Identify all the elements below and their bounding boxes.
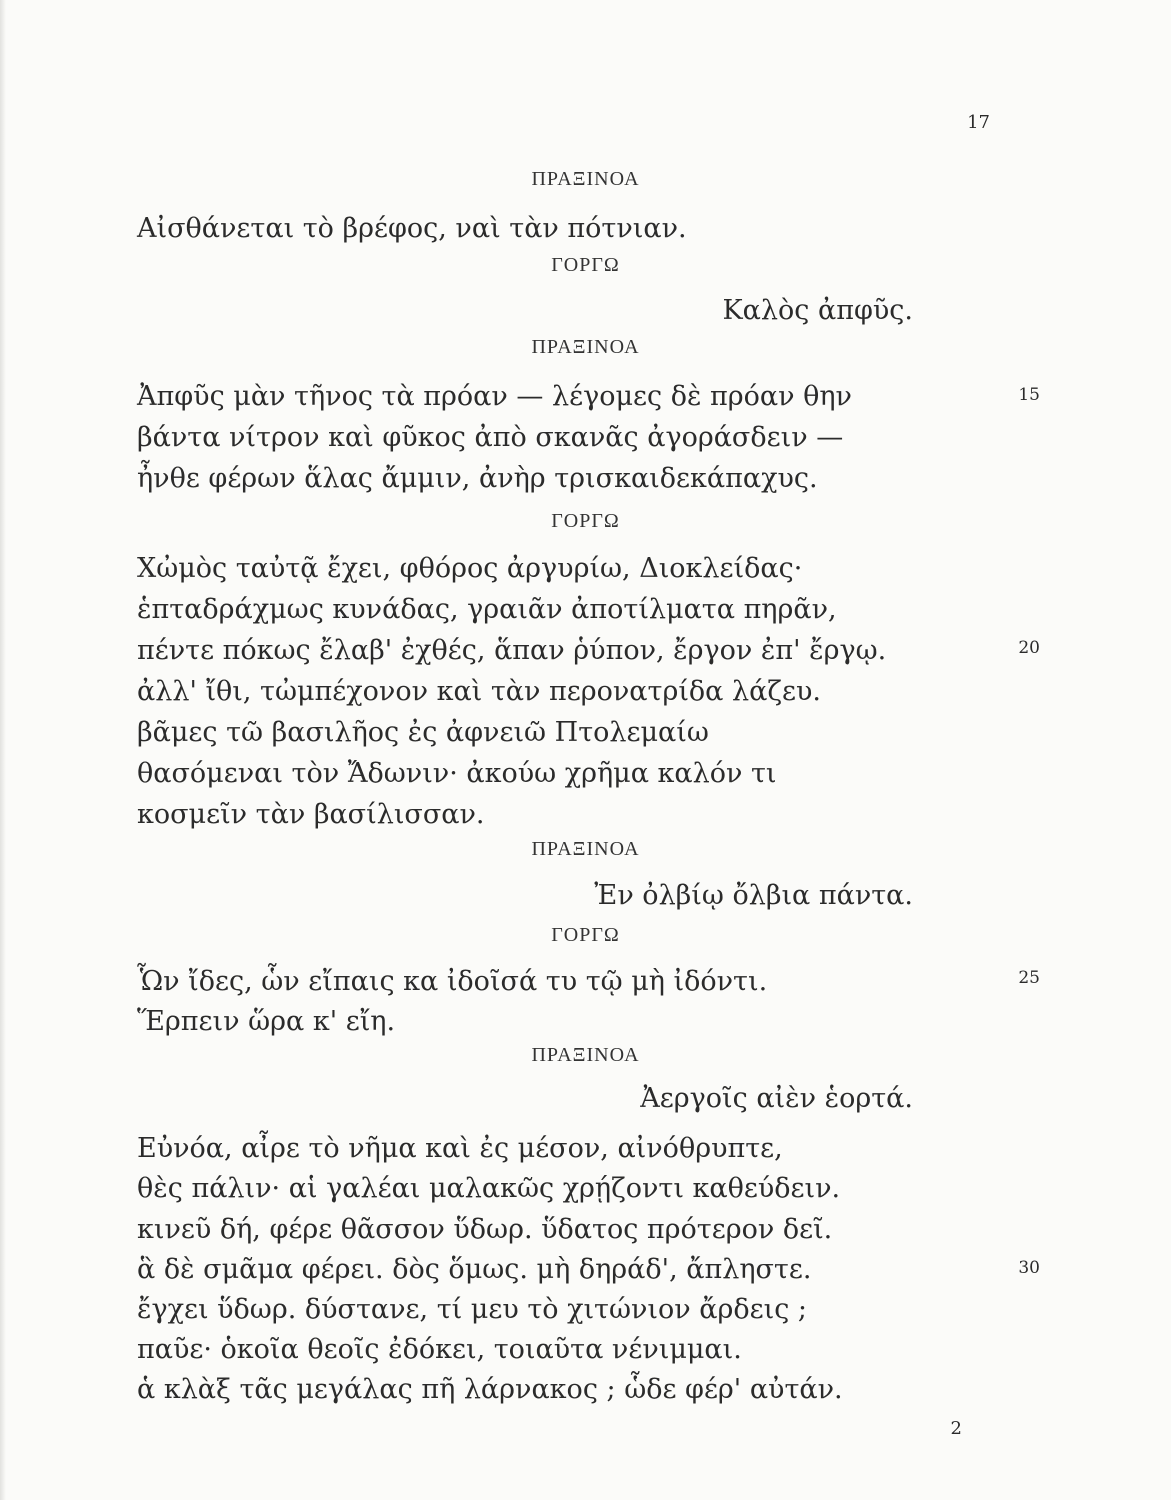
verse-line: βάντα νίτρον καὶ φῦκος ἀπὸ σκανᾶς ἀγοράσδειν —: [137, 422, 844, 453]
verse-line: Χὠμὸς ταὐτᾷ ἔχει, φθόρος ἀργυρίω, Διοκλείδας·: [137, 553, 803, 584]
verse-line: Ἀεργοῖς αἰὲν ἑορτά.: [640, 1083, 913, 1114]
verse-line: Καλὸς ἀπφῦς.: [722, 295, 913, 326]
verse-line: πέντε πόκως ἔλαβ' ἐχθές, ἅπαν ῥύπον, ἔργον ἐπ' ἔργῳ.: [137, 635, 887, 666]
verse-line: ἁ κλὰξ τᾶς μεγάλας πῆ λάρνακος ; ὧδε φέρ' αὐτάν.: [137, 1374, 843, 1405]
verse-line: κοσμεῖν τὰν βασίλισσαν.: [137, 799, 485, 830]
verse-line: Ἕρπειν ὥρα κ' εἴη.: [137, 1006, 396, 1037]
line-number: 30: [1018, 1258, 1040, 1278]
verse-line: κινεῦ δή, φέρε θᾶσσον ὕδωρ. ὕδατος πρότερον δεῖ.: [137, 1214, 833, 1245]
verse-line: Εὐνόα, αἶρε τὸ νῆμα καὶ ἐς μέσον, αἰνόθρυπτε,: [137, 1133, 783, 1164]
verse-line: θὲς πάλιν· αἱ γαλέαι μαλακῶς χρῄζοντι καθεύδειν.: [137, 1173, 841, 1204]
verse-line: Ὧν ἴδες, ὧν εἴπαις κα ἰδοῖσά τυ τῷ μὴ ἰδόντι.: [137, 966, 768, 997]
verse-line: Αἰσθάνεται τὸ βρέφος, ναὶ τὰν πότνιαν.: [137, 213, 687, 244]
speaker-heading: ΓΟΡΓΩ: [551, 254, 620, 276]
verse-line: Ἐν ὀλβίῳ ὄλβια πάντα.: [594, 880, 913, 911]
speaker-heading: ΠΡΑΞΙΝΟΑ: [531, 1044, 640, 1066]
verse-line: ἔγχει ὕδωρ. δύστανε, τί μευ τὸ χιτώνιον ἄρδεις ;: [137, 1294, 808, 1325]
line-number: 15: [1018, 385, 1040, 405]
verse-line: θασόμεναι τὸν Ἄδωνιν· ἀκούω χρῆμα καλόν τι: [137, 758, 777, 789]
signature-mark: 2: [950, 1418, 962, 1439]
verse-line: ἀλλ' ἴθι, τὠμπέχονον καὶ τὰν περονατρίδα λάζευ.: [137, 676, 821, 707]
speaker-heading: ΠΡΑΞΙΝΟΑ: [531, 168, 640, 190]
verse-line: ἑπταδράχμως κυνάδας, γραιᾶν ἀποτίλματα πηρᾶν,: [137, 594, 837, 625]
line-number: 25: [1018, 968, 1040, 988]
line-number: 20: [1018, 638, 1040, 658]
verse-line: βᾶμες τῶ βασιλῆος ἐς ἀφνειῶ Πτολεμαίω: [137, 717, 709, 748]
speaker-heading: ΠΡΑΞΙΝΟΑ: [531, 336, 640, 358]
page-edge-shadow: [0, 0, 6, 1500]
page-number: 17: [967, 112, 990, 133]
speaker-heading: ΓΟΡΓΩ: [551, 924, 620, 946]
verse-line: ἃ δὲ σμᾶμα φέρει. δὸς ὅμως. μὴ δηράδ', ἄπληστε.: [137, 1254, 812, 1285]
verse-line: Ἀπφῦς μὰν τῆνος τὰ πρόαν — λέγομες δὲ πρόαν θην: [137, 381, 852, 412]
verse-line: παῦε· ὁκοῖα θεοῖς ἐδόκει, τοιαῦτα νένιμμαι.: [137, 1334, 742, 1365]
speaker-heading: ΓΟΡΓΩ: [551, 510, 620, 532]
verse-line: ἦνθε φέρων ἅλας ἄμμιν, ἀνὴρ τρισκαιδεκάπαχυς.: [137, 463, 818, 494]
speaker-heading: ΠΡΑΞΙΝΟΑ: [531, 838, 640, 860]
